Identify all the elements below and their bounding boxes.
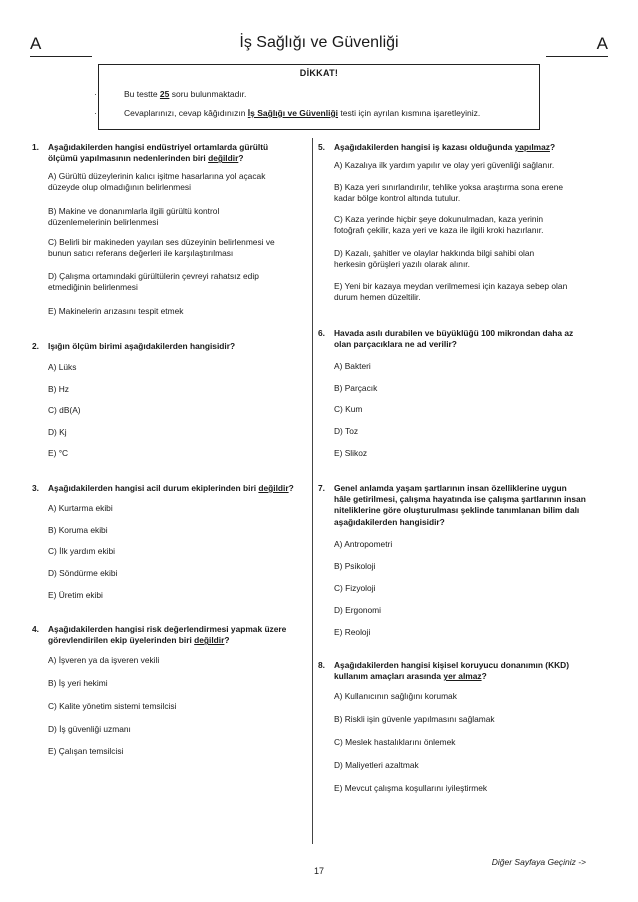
option-a: A) Kullanıcının sağlığını korumak — [334, 691, 457, 701]
option-b: B) İş yeri hekimi — [48, 678, 108, 688]
question-stem: 6. Havada asılı durabilen ve büyüklüğü 100 mikrondan daha az olan parçacıklara ne ad verilir? — [318, 328, 574, 350]
option-b: B) Makine ve donanımlarla ilgili gürültü kontrol düzenlemelerinin belirlenmesi — [48, 206, 220, 228]
option-e: E) Slikoz — [334, 448, 368, 458]
option-c: C) Belirli bir makineden yayılan ses düzeyinin belirlenmesi ve bunun satıcı referans değerleri ile karşılaştırılması — [48, 237, 275, 259]
option-b: B) Koruma ekibi — [48, 525, 108, 535]
next-page-note: Diğer Sayfaya Geçiniz -> — [491, 857, 586, 867]
option-c: C) dB(A) — [48, 405, 81, 415]
option-d: D) Söndürme ekibi — [48, 568, 118, 578]
option-e: E) Mevcut çalışma koşullarını iyileştirmek — [334, 783, 488, 793]
bullet: · — [94, 89, 97, 99]
question-stem: 1. Aşağıdakilerden hangisi endüstriyel ortamlarda gürültü ölçümü yapılmasının nedenlerinden biri değildir? — [32, 142, 269, 164]
question-7 — [318, 483, 602, 528]
option-c: C) Meslek hastalıklarını önlemek — [334, 737, 456, 747]
notice-title: DİKKAT! — [299, 68, 339, 78]
option-a: A) İşveren ya da işveren vekili — [48, 655, 160, 665]
option-c: C) Fizyoloji — [334, 583, 376, 593]
booklet-letter-left: A — [30, 34, 92, 57]
option-b: B) Psikoloji — [334, 561, 376, 571]
option-c: C) Kaza yerinde hiçbir şeye dokunulmadan, kaza yerinin fotoğrafı çekilir, kaza yeri ve kaza ile ilgili kroki hazırlanır. — [334, 214, 544, 236]
option-d: D) Maliyetleri azaltmak — [334, 760, 419, 770]
option-e: E) Üretim ekibi — [48, 590, 103, 600]
question-stem: 3. Aşağıdakilerden hangisi acil durum ekiplerinden biri değildir? — [32, 483, 294, 493]
question-count: 25 — [159, 89, 170, 99]
option-d: D) İş güvenliği uzmanı — [48, 724, 131, 734]
question-stem: 8. Aşağıdakilerden hangisi kişisel koruyucu donanımın (KKD) kullanım amaçları arasında yer almaz? — [318, 660, 570, 682]
question-2 — [32, 341, 302, 352]
option-a: A) Antropometri — [334, 539, 393, 549]
option-d: D) Kj — [48, 427, 67, 437]
option-d: D) Toz — [334, 426, 359, 436]
question-stem: 4. Aşağıdakilerden hangisi risk değerlendirmesi yapmak üzere görevlendirilen ekip üyelerinden biri değildir? — [32, 624, 287, 646]
page-title: İş Sağlığı ve Güvenliği — [239, 34, 399, 51]
option-a: A) Gürültü düzeylerinin kalıcı işitme hasarlarına yol açacak düzeyde olup olmadığının belirlenmesi — [48, 171, 266, 193]
booklet-letter-right: A — [546, 34, 608, 57]
option-d: D) Kazalı, şahitler ve olaylar hakkında bilgi sahibi olan herkesin görüşleri yazılı olarak alınır. — [334, 248, 535, 270]
option-b: B) Riskli işin güvenle yapılmasını sağlamak — [334, 714, 495, 724]
option-a: A) Kazalıya ilk yardım yapılır ve olay yeri güvenliği sağlanır. — [334, 160, 555, 170]
column-divider — [312, 138, 313, 844]
question-stem: 5. Aşağıdakilerden hangisi iş kazası olduğunda yapılmaz? — [318, 142, 556, 152]
option-d: D) Çalışma ortamındaki gürültülerin çevreyi rahatsız edip etmediğinin belirlenmesi — [48, 271, 259, 293]
option-d: D) Ergonomi — [334, 605, 382, 615]
question-8 — [318, 660, 602, 682]
question-1 — [32, 142, 302, 164]
option-a: A) Bakteri — [334, 361, 371, 371]
option-b: B) Hz — [48, 384, 69, 394]
question-stem: 7. Genel anlamda yaşam şartlarının insan özelliklerine uygun hâle getirilmesi, çalışma hayatında ise çalışma şartlarının insan niteliklerine göre oluşturulması şeklinde tanımlanan bilim dalı aşağıdakilerden hangisidir? — [318, 483, 586, 527]
option-c: C) İlk yardım ekibi — [48, 546, 116, 556]
question-3 — [32, 483, 302, 494]
option-e: E) °C — [48, 448, 69, 458]
bullet: · — [94, 108, 97, 118]
option-c: C) Kalite yönetim sistemi temsilcisi — [48, 701, 177, 711]
option-c: C) Kum — [334, 404, 363, 414]
question-5 — [318, 142, 602, 153]
question-stem: 2. Işığın ölçüm birimi aşağıdakilerden hangisidir? — [32, 341, 236, 351]
option-b: B) Kaza yeri sınırlandırılır, tehlike yoksa araştırma sona erene kadar bölge kontrol altında tutulur. — [334, 182, 564, 204]
option-e: E) Makinelerin arızasını tespit etmek — [48, 306, 184, 316]
option-e: E) Çalışan temsilcisi — [48, 746, 124, 756]
page-header — [30, 34, 608, 58]
option-e: E) Reoloji — [334, 627, 371, 637]
option-e: E) Yeni bir kazaya meydan verilmemesi için kazaya sebep olan durum hemen düzeltilir. — [334, 281, 568, 303]
option-a: A) Lüks — [48, 362, 77, 372]
page-number: 17 — [313, 866, 324, 876]
option-a: A) Kurtarma ekibi — [48, 503, 113, 513]
question-4 — [32, 624, 302, 646]
notice-box: DİKKAT! · Bu testte 25 soru bulunmaktadır. · Cevaplarınızı, cevap kâğıdınızın İş Sağlığı ve Güvenliği testi için ayrılan kısmına işaretleyiniz. — [98, 64, 540, 130]
option-b: B) Parçacık — [334, 383, 378, 393]
question-6 — [318, 328, 602, 350]
test-name: İş Sağlığı ve Güvenliği — [247, 108, 339, 118]
